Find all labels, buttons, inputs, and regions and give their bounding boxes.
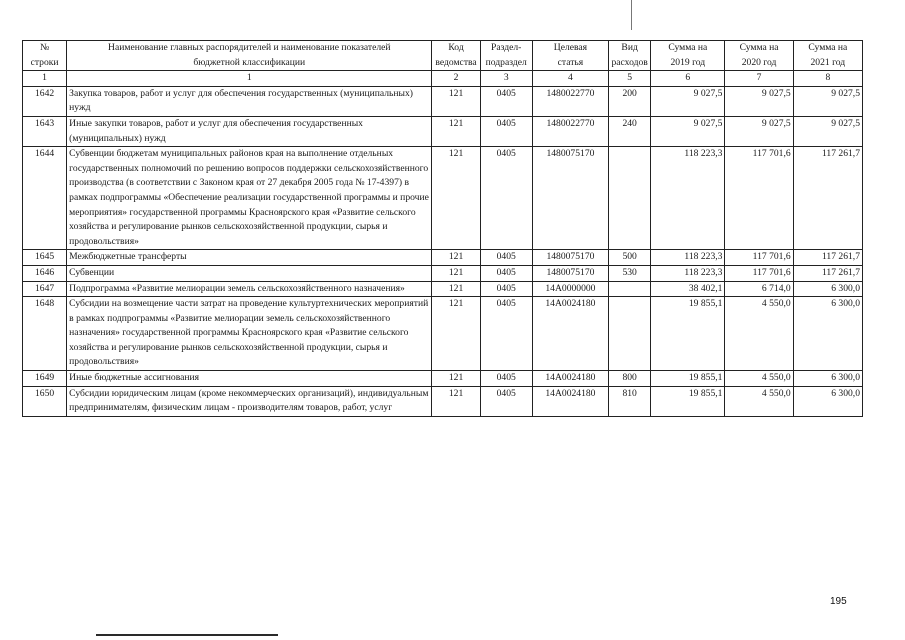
header-row-number: № строки xyxy=(23,41,67,71)
row-kod: 121 xyxy=(432,371,480,387)
row-number: 1645 xyxy=(23,250,67,266)
table-row xyxy=(23,147,863,250)
page-number: 195 xyxy=(830,596,847,607)
row-razdel: 0405 xyxy=(480,116,532,146)
row-sum-2021: 6 300,0 xyxy=(793,297,862,371)
header-row xyxy=(23,41,863,71)
row-sum-2021: 117 261,7 xyxy=(793,250,862,266)
row-number: 1647 xyxy=(23,281,67,297)
row-name: Закупка товаров, работ и услуг для обеспечения государственных (муниципальных) нужд xyxy=(67,86,432,116)
row-sum-2021: 6 300,0 xyxy=(793,281,862,297)
header-razdel: Раздел- подраздел xyxy=(480,41,532,71)
row-vid: 810 xyxy=(609,386,651,416)
row-sum-2020: 4 550,0 xyxy=(725,371,793,387)
row-sum-2020: 117 701,6 xyxy=(725,250,793,266)
column-number: 1 xyxy=(23,71,67,87)
table-row xyxy=(23,116,863,146)
scan-artifact-line xyxy=(631,0,632,30)
table-row xyxy=(23,386,863,416)
row-sum-2019: 118 223,3 xyxy=(651,265,725,281)
row-razdel: 0405 xyxy=(480,386,532,416)
column-number: 4 xyxy=(532,71,608,87)
row-razdel: 0405 xyxy=(480,265,532,281)
row-number: 1648 xyxy=(23,297,67,371)
table-header xyxy=(23,41,863,87)
row-name: Субсидии юридическим лицам (кроме некоммерческих организаций), индивидуальным предпринимателям, физическим лицам - производителям товаров, работ, услуг xyxy=(67,386,432,416)
row-vid: 800 xyxy=(609,371,651,387)
row-vid xyxy=(609,147,651,250)
row-tsel: 14А0024180 xyxy=(532,371,608,387)
header-tsel: Целевая статья xyxy=(532,41,608,71)
row-kod: 121 xyxy=(432,250,480,266)
column-number: 2 xyxy=(432,71,480,87)
row-name: Подпрограмма «Развитие мелиорации земель сельскохозяйственного назначения» xyxy=(67,281,432,297)
row-tsel: 1480022770 xyxy=(532,116,608,146)
row-razdel: 0405 xyxy=(480,281,532,297)
header-sum-2020: Сумма на 2020 год xyxy=(725,41,793,71)
row-sum-2019: 9 027,5 xyxy=(651,116,725,146)
row-kod: 121 xyxy=(432,386,480,416)
row-kod: 121 xyxy=(432,147,480,250)
row-vid: 500 xyxy=(609,250,651,266)
row-sum-2020: 6 714,0 xyxy=(725,281,793,297)
column-number: 3 xyxy=(480,71,532,87)
column-number: 8 xyxy=(793,71,862,87)
row-number: 1644 xyxy=(23,147,67,250)
header-name: Наименование главных распорядителей и наименование показателей бюджетной классификации xyxy=(67,41,432,71)
row-sum-2020: 9 027,5 xyxy=(725,86,793,116)
column-number: 5 xyxy=(609,71,651,87)
table-row xyxy=(23,281,863,297)
row-kod: 121 xyxy=(432,297,480,371)
row-name: Субсидии на возмещение части затрат на проведение культуртехнических мероприятий в рамках подпрограммы «Развитие мелиорации земель сельскохозяйственного назначения» государственной программы Красноярского края «Развитие сельского хозяйства и регулирование рынков сельскохозяйственной продукции, сырья и продовольствия» xyxy=(67,297,432,371)
header-sum-2021: Сумма на 2021 год xyxy=(793,41,862,71)
row-sum-2021: 117 261,7 xyxy=(793,265,862,281)
row-sum-2021: 6 300,0 xyxy=(793,386,862,416)
row-sum-2021: 117 261,7 xyxy=(793,147,862,250)
row-number: 1643 xyxy=(23,116,67,146)
row-razdel: 0405 xyxy=(480,147,532,250)
row-number: 1646 xyxy=(23,265,67,281)
header-vid: Вид расходов xyxy=(609,41,651,71)
row-sum-2019: 118 223,3 xyxy=(651,147,725,250)
header-sum-2019: Сумма на 2019 год xyxy=(651,41,725,71)
row-sum-2020: 4 550,0 xyxy=(725,297,793,371)
row-razdel: 0405 xyxy=(480,297,532,371)
row-sum-2019: 19 855,1 xyxy=(651,297,725,371)
row-number: 1650 xyxy=(23,386,67,416)
row-name: Межбюджетные трансферты xyxy=(67,250,432,266)
row-vid xyxy=(609,297,651,371)
column-number: 7 xyxy=(725,71,793,87)
row-tsel: 1480075170 xyxy=(532,265,608,281)
row-name: Иные закупки товаров, работ и услуг для обеспечения государственных (муниципальных) нужд xyxy=(67,116,432,146)
row-sum-2019: 19 855,1 xyxy=(651,386,725,416)
row-tsel: 14А0024180 xyxy=(532,386,608,416)
column-number: 1 xyxy=(67,71,432,87)
row-razdel: 0405 xyxy=(480,371,532,387)
budget-table xyxy=(22,40,863,417)
column-number: 6 xyxy=(651,71,725,87)
row-name: Субвенции бюджетам муниципальных районов края на выполнение отдельных государственных полномочий по решению вопросов поддержки сельскохозяйственного производства (в соответствии с Законом края от 27 декабря 2005 года № 17-4397) в рамках подпрограммы «Обеспечение реализации государственной программы и прочие мероприятия» государственной программы Красноярского края «Развитие сельского хозяйства и регулирование рынков сельскохозяйственной продукции, сырья и продовольствия» xyxy=(67,147,432,250)
table-row xyxy=(23,371,863,387)
table-row xyxy=(23,297,863,371)
header-kod: Код ведомства xyxy=(432,41,480,71)
row-kod: 121 xyxy=(432,116,480,146)
table-row xyxy=(23,86,863,116)
row-sum-2019: 9 027,5 xyxy=(651,86,725,116)
row-sum-2019: 118 223,3 xyxy=(651,250,725,266)
row-sum-2021: 9 027,5 xyxy=(793,86,862,116)
column-number-row xyxy=(23,71,863,87)
footer-rule xyxy=(96,634,278,636)
row-tsel: 14А0000000 xyxy=(532,281,608,297)
row-number: 1649 xyxy=(23,371,67,387)
row-kod: 121 xyxy=(432,281,480,297)
row-number: 1642 xyxy=(23,86,67,116)
row-kod: 121 xyxy=(432,86,480,116)
row-sum-2021: 6 300,0 xyxy=(793,371,862,387)
row-tsel: 14А0024180 xyxy=(532,297,608,371)
table-row xyxy=(23,265,863,281)
row-sum-2020: 4 550,0 xyxy=(725,386,793,416)
table-body xyxy=(23,86,863,416)
row-sum-2020: 9 027,5 xyxy=(725,116,793,146)
row-sum-2019: 38 402,1 xyxy=(651,281,725,297)
table-row xyxy=(23,250,863,266)
row-sum-2020: 117 701,6 xyxy=(725,265,793,281)
row-sum-2020: 117 701,6 xyxy=(725,147,793,250)
row-vid xyxy=(609,281,651,297)
row-tsel: 1480075170 xyxy=(532,250,608,266)
row-tsel: 1480075170 xyxy=(532,147,608,250)
row-razdel: 0405 xyxy=(480,86,532,116)
row-sum-2021: 9 027,5 xyxy=(793,116,862,146)
row-name: Иные бюджетные ассигнования xyxy=(67,371,432,387)
row-name: Субвенции xyxy=(67,265,432,281)
row-kod: 121 xyxy=(432,265,480,281)
row-tsel: 1480022770 xyxy=(532,86,608,116)
row-vid: 530 xyxy=(609,265,651,281)
row-razdel: 0405 xyxy=(480,250,532,266)
row-sum-2019: 19 855,1 xyxy=(651,371,725,387)
row-vid: 200 xyxy=(609,86,651,116)
row-vid: 240 xyxy=(609,116,651,146)
